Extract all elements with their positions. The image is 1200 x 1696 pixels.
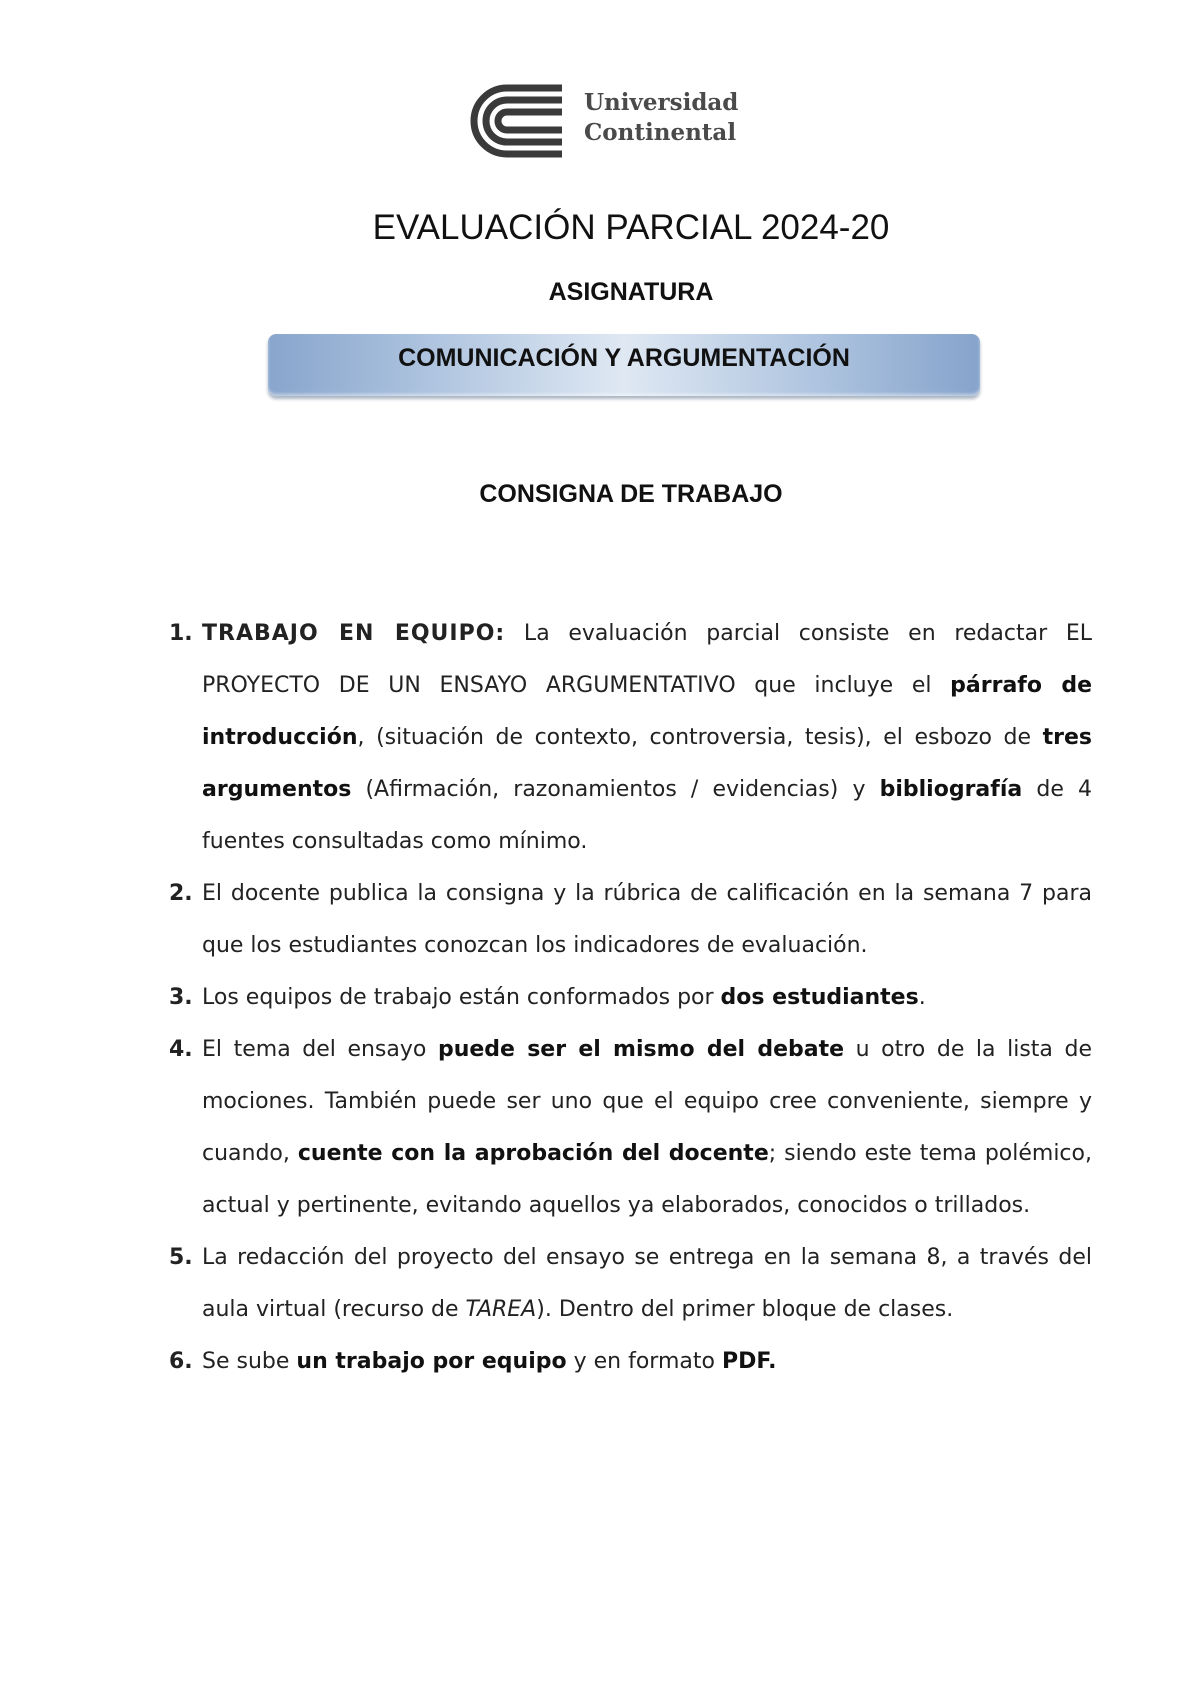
item-text [202,868,1092,972]
item-italic: TAREA [465,1297,537,1322]
item-text-part: (Afirmación, razonamientos / evidencias) y [351,777,880,802]
item-text-part: u otro de la lista de mociones. También puede ser uno que el equipo cree conveniente, siempre y cuando, [202,1037,1092,1166]
item-number: 6. [169,1349,193,1374]
item-number: 1. [169,621,193,646]
section-title: CONSIGNA DE TRABAJO [479,480,783,508]
list-item [164,1336,1092,1388]
item-text [202,608,1092,868]
item-text-part: La evaluación parcial consiste en redactar EL PROYECTO DE UN ENSAYO ARGUMENTATIVO que incluye el [202,621,1092,698]
item-text-part: ; siendo este tema polémico, actual y pertinente, evitando aquellos ya elaborados, conocidos o trillados. [202,1141,1092,1218]
list-item [164,868,1092,972]
item-text [202,1024,1092,1232]
item-text-part: El docente publica la consigna y la rúbrica de calificación en la semana 7 para que los estudiantes conozcan los indicadores de evaluación. [202,881,1092,958]
item-text-part: de 4 fuentes consultadas como mínimo. [202,777,1092,854]
list-item [164,972,1092,1024]
item-text-part: La redacción del proyecto del ensayo se entrega en la semana 8, a través del aula virtual (recurso de [202,1245,1092,1322]
item-text-part: Los equipos de trabajo están conformados por [202,985,721,1010]
item-number: 5. [169,1245,193,1270]
item-text [202,1336,1092,1388]
list-item [164,1024,1092,1232]
instructions-list [164,608,1092,1388]
item-bold: un trabajo por equipo [296,1349,567,1374]
item-text-part: . [918,985,926,1010]
subject-label: ASIGNATURA [548,278,714,306]
item-bold: cuente con la aprobación del docente [297,1141,769,1166]
page-title: EVALUACIÓN PARCIAL 2024-20 [372,208,890,247]
item-bold: tres argumentos [202,725,1092,802]
list-item [164,1232,1092,1336]
item-text-part: , (situación de contexto, controversia, tesis), el esbozo de [357,725,1043,750]
item-text [202,1232,1092,1336]
item-text [202,972,1092,1024]
item-number: 3. [169,985,193,1010]
item-bold: PDF. [721,1349,777,1374]
item-number: 2. [169,881,193,906]
item-lead: TRABAJO EN EQUIPO: [202,621,506,646]
university-logo-text [584,88,738,148]
item-bold: puede ser el mismo del debate [437,1037,845,1062]
item-text-part: El tema del ensayo [202,1037,438,1062]
university-logo-mark [462,80,572,162]
item-number: 4. [169,1037,193,1062]
subject-name: COMUNICACIÓN Y ARGUMENTACIÓN [398,344,850,372]
university-logo [462,80,762,162]
logo-line-2: Continental [584,119,737,146]
logo-line-1: Universidad [584,89,739,116]
item-bold: dos estudiantes [720,985,919,1010]
item-text-part: ). Dentro del primer bloque de clases. [536,1297,954,1322]
item-bold: párrafo de introducción [202,673,1093,750]
item-bold: bibliografía [879,777,1023,802]
list-item [164,608,1092,868]
item-text-part: Se sube [202,1349,297,1374]
item-text-part: y en formato [566,1349,722,1374]
